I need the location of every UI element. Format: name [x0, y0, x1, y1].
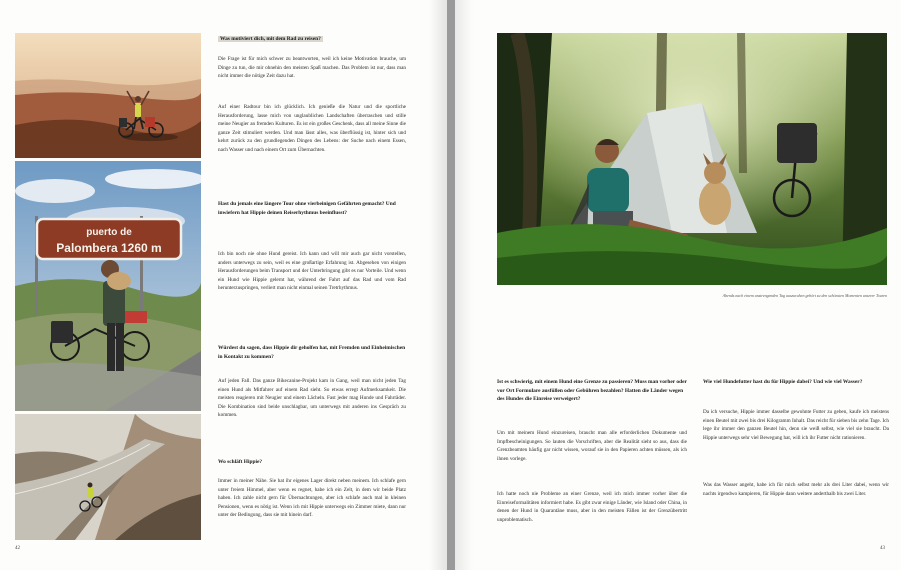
answer-1b: Auf einer Radtour bin ich glücklich. Ich genieße die Natur und die sportliche Herausforderung, lasse mich von unglaublichen Landschaften überraschen und stille meine Neugier an fremden Kulturen. Es ist ein großes Geschenk, dass all meine Sinne die ganze Zeit stimuliert werden. Und man lässt alles, was überflüssig ist, hinter sich und kehrt zurück zu den grundlegenden Dingen des Lebens: der Suche nach einem Essen, nach Wasser und nach einem Ort zum Übernachten.: [218, 104, 406, 153]
question-2: Hast du jemals eine längere Tour ohne vierbeinigen Gefährten gemacht? Und inwiefern hat Hippie deinen Reiserhythmus beeinflusst?: [218, 201, 396, 216]
answer-4: Immer in meiner Nähe. Sie hat ihr eigenes Lager direkt neben meinem. Ich schlafe gern unter freiem Himmel, aber wenn es regnet, habe ich ein Zelt, in dem wir beide Platz haben. Ich zahle nicht gern für Übernachtungen, aber ich schlafe auch mal in kleinen Pensionen, wenn es nötig ist. Wenn ich mit Hippie unterwegs ein Zimmer miete, dann nur unter der Bedingung, dass sie mit hinein darf.: [218, 478, 406, 519]
answer-5a: Um mit meinem Hund einzureisen, braucht man alle erforderlichen Dokumente und Impfbescheinigungen. So lauten die Vorschriften, aber die Realität sieht so aus, dass die Grenzbeamten häufig gar nicht wissen, worauf sie in den Papieren achten müssen, als ich ihnen vorlege.: [497, 430, 687, 462]
page-number-right: 43: [880, 546, 885, 551]
answer-3: Auf jeden Fall. Das ganze Bikecanine-Projekt kam in Gang, weil man nicht jeden Tag einen Hund als Mitfahrer auf einem Rad sieht. So etwas erregt Aufmerksamkeit. Die meisten reagieren mit Neugier und einem Lächeln. Fast jeder mag Hunde und Fahrräder. Die Kombination sind beide unschlagbar, um unterwegs mit anderen ins Gespräch zu kommen.: [218, 378, 406, 419]
cyclist-arms-raised-photo: [15, 33, 201, 158]
left-page: [0, 0, 447, 570]
sign-line2: Palombera 1260 m: [56, 241, 162, 255]
man-and-dog-at-tent-image: [497, 33, 887, 285]
puerto-de-palombera-photo: [15, 161, 201, 411]
cyclist-on-mountain-road-image: [15, 414, 201, 540]
gutter-shadow-left: [429, 0, 447, 570]
forest-camp-photo: [497, 33, 887, 285]
mountain-road-photo: [15, 414, 201, 540]
cyclist-with-dog-at-pass-sign-image: [15, 161, 201, 411]
answer-6a: Da ich versuche, Hippie immer dasselbe gewohnte Futter zu geben, kaufe ich meistens einen Beutel mit zwei bis drei Kilogramm Inhalt. Das reicht für sieben bis zehn Tage. Ich lege ihr immer den ganzen Beutel hin, denn sie weiß selbst, wie viel sie braucht. Da Hippie unterwegs sehr viel Bewegung hat, will ich ihr Futter nicht rationieren.: [703, 409, 889, 441]
cyclist-celebrating-image: [15, 33, 201, 158]
photo-caption: Abends nach einem anstrengenden Tag auszuruhen gehört zu den schönsten Momenten unserer Touren: [722, 293, 887, 298]
answer-6b: Was das Wasser angeht, habe ich für mich selbst mehr als drei Liter dabei, wenn wir nachts irgendwo kampieren, für Hippie dann weitere anderthalb bis zwei Liter.: [703, 482, 889, 497]
answer-1a: Die Frage ist für mich schwer zu beantworten, weil ich keine Motivation brauche, um Dinge zu tun, die mir ohnehin den meisten Spaß machen. Das Problem ist nur, dass man nicht immer die nötige Zeit dazu hat.: [218, 56, 406, 80]
sign-line1: puerto de: [86, 227, 132, 238]
answer-5b: Ich hatte noch nie Probleme an einer Grenze, weil ich mich immer vorher über die Einreiseformalitäten informiert habe. Es gibt zwar einige Länder, wie Island oder China, in denen der Hund in Quarantäne muss, aber in den meisten Fällen ist der Grenzübertritt unproblematisch.: [497, 491, 687, 523]
question-5: Ist es schwierig, mit einem Hund eine Grenze zu passieren? Muss man vorher oder vor Ort Formulare ausfüllen oder Gebühren bezahlen? Hatten die Länder wegen des Hundes die Einreise verweigert?: [497, 379, 687, 403]
page-number-left: 42: [15, 546, 20, 551]
question-6: Wie viel Hundefutter hast du für Hippie dabei? Und wie viel Wasser?: [703, 379, 863, 385]
question-1: Was motiviert dich, mit dem Rad zu reisen?: [220, 36, 321, 42]
question-3: Würdest du sagen, dass Hippie dir geholfen hat, mit Fremden und Einheimischen in Kontakt zu kommen?: [218, 345, 406, 360]
answer-2: Ich bin noch nie ohne Hund gereist. Ich kann und will mir auch gar nicht vorstellen, anders unterwegs zu sein, weil es eine großartige Erfahrung ist. Abgesehen von einigen Herausforderungen beim Transport und der Unterbringung gibt es nur Vorteile. Und wenn ein Hund wie Hippie gelernt hat, während der Fahrt auf das Rad und vom Rad herunterzuspringen, verliert man nicht einmal seinen Tretrhythmus.: [218, 251, 406, 292]
book-gutter: [447, 0, 455, 570]
question-4: Wo schläft Hippie?: [218, 459, 263, 465]
gutter-shadow-right: [455, 0, 473, 570]
right-page: [455, 0, 901, 570]
